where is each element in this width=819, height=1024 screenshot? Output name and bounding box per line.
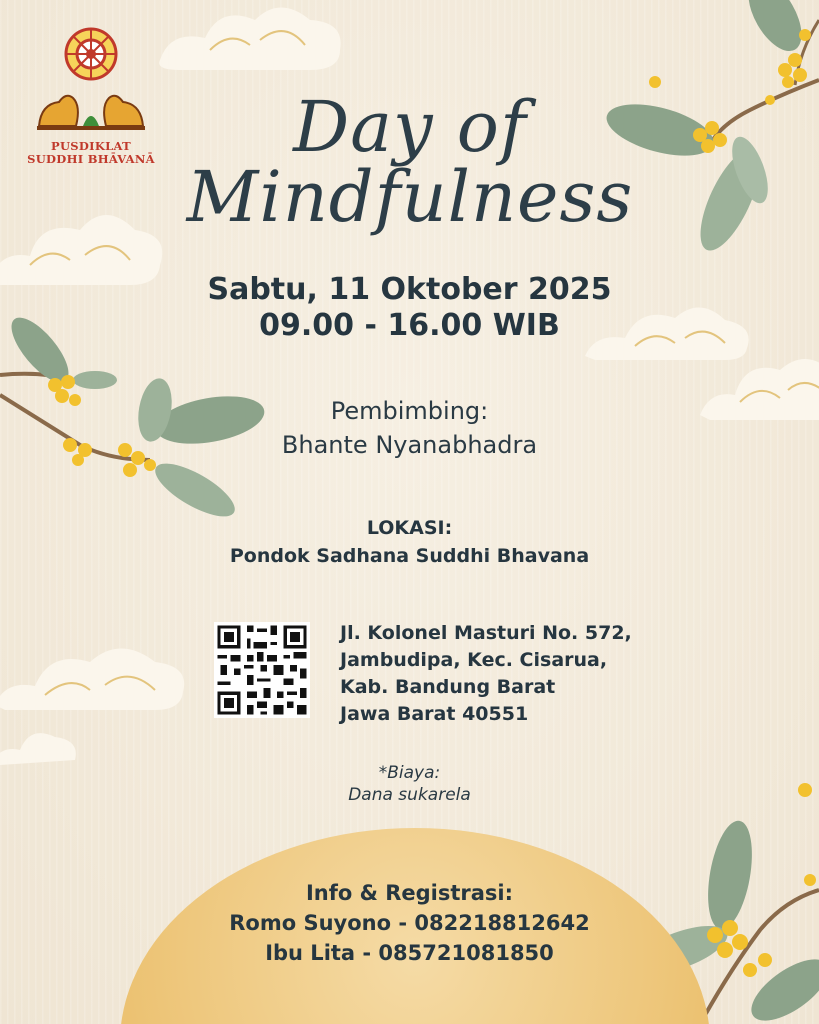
location-section: [0, 514, 819, 570]
cloud-icon: [150, 0, 350, 80]
event-time: 09.00 - 16.00 WIB: [259, 308, 560, 343]
address-line: Kab. Bandung Barat: [340, 676, 556, 698]
location-label: LOKASI:: [366, 517, 453, 539]
fee-label: *Biaya:: [378, 763, 441, 783]
guide-label: Pembimbing:: [330, 397, 489, 425]
organization-logo: [26, 26, 156, 166]
logo-text-line1: PUSDIKLAT: [51, 139, 131, 153]
contact-line: Ibu Lita - 085721081850: [265, 941, 554, 965]
cloud-icon: [0, 630, 195, 720]
fee-section: [0, 762, 819, 806]
contact-label: Info & Registrasi:: [305, 881, 514, 905]
contact-section: [0, 878, 819, 968]
address-block: [340, 620, 670, 728]
location-name: Pondok Sadhana Suddhi Bhavana: [229, 545, 590, 567]
guide-section: [0, 394, 819, 462]
address-line: Jawa Barat 40551: [340, 703, 529, 725]
address-line: Jl. Kolonel Masturi No. 572,: [340, 622, 632, 644]
guide-name: Bhante Nyanabhadra: [281, 431, 538, 459]
event-date: Sabtu, 11 Oktober 2025: [207, 272, 612, 307]
dharma-wheel-deer-emblem: [31, 26, 151, 136]
logo-text-line2: SUDDHI BHĀVANĀ: [27, 152, 155, 166]
page-title: Day of Mindfulness: [186, 86, 634, 238]
qr-code-icon[interactable]: [214, 622, 310, 718]
fee-value: Dana sukarela: [348, 785, 471, 805]
event-datetime: [0, 272, 819, 344]
address-line: Jambudipa, Kec. Cisarua,: [340, 649, 608, 671]
contact-line: Romo Suyono - 082218812642: [229, 911, 590, 935]
